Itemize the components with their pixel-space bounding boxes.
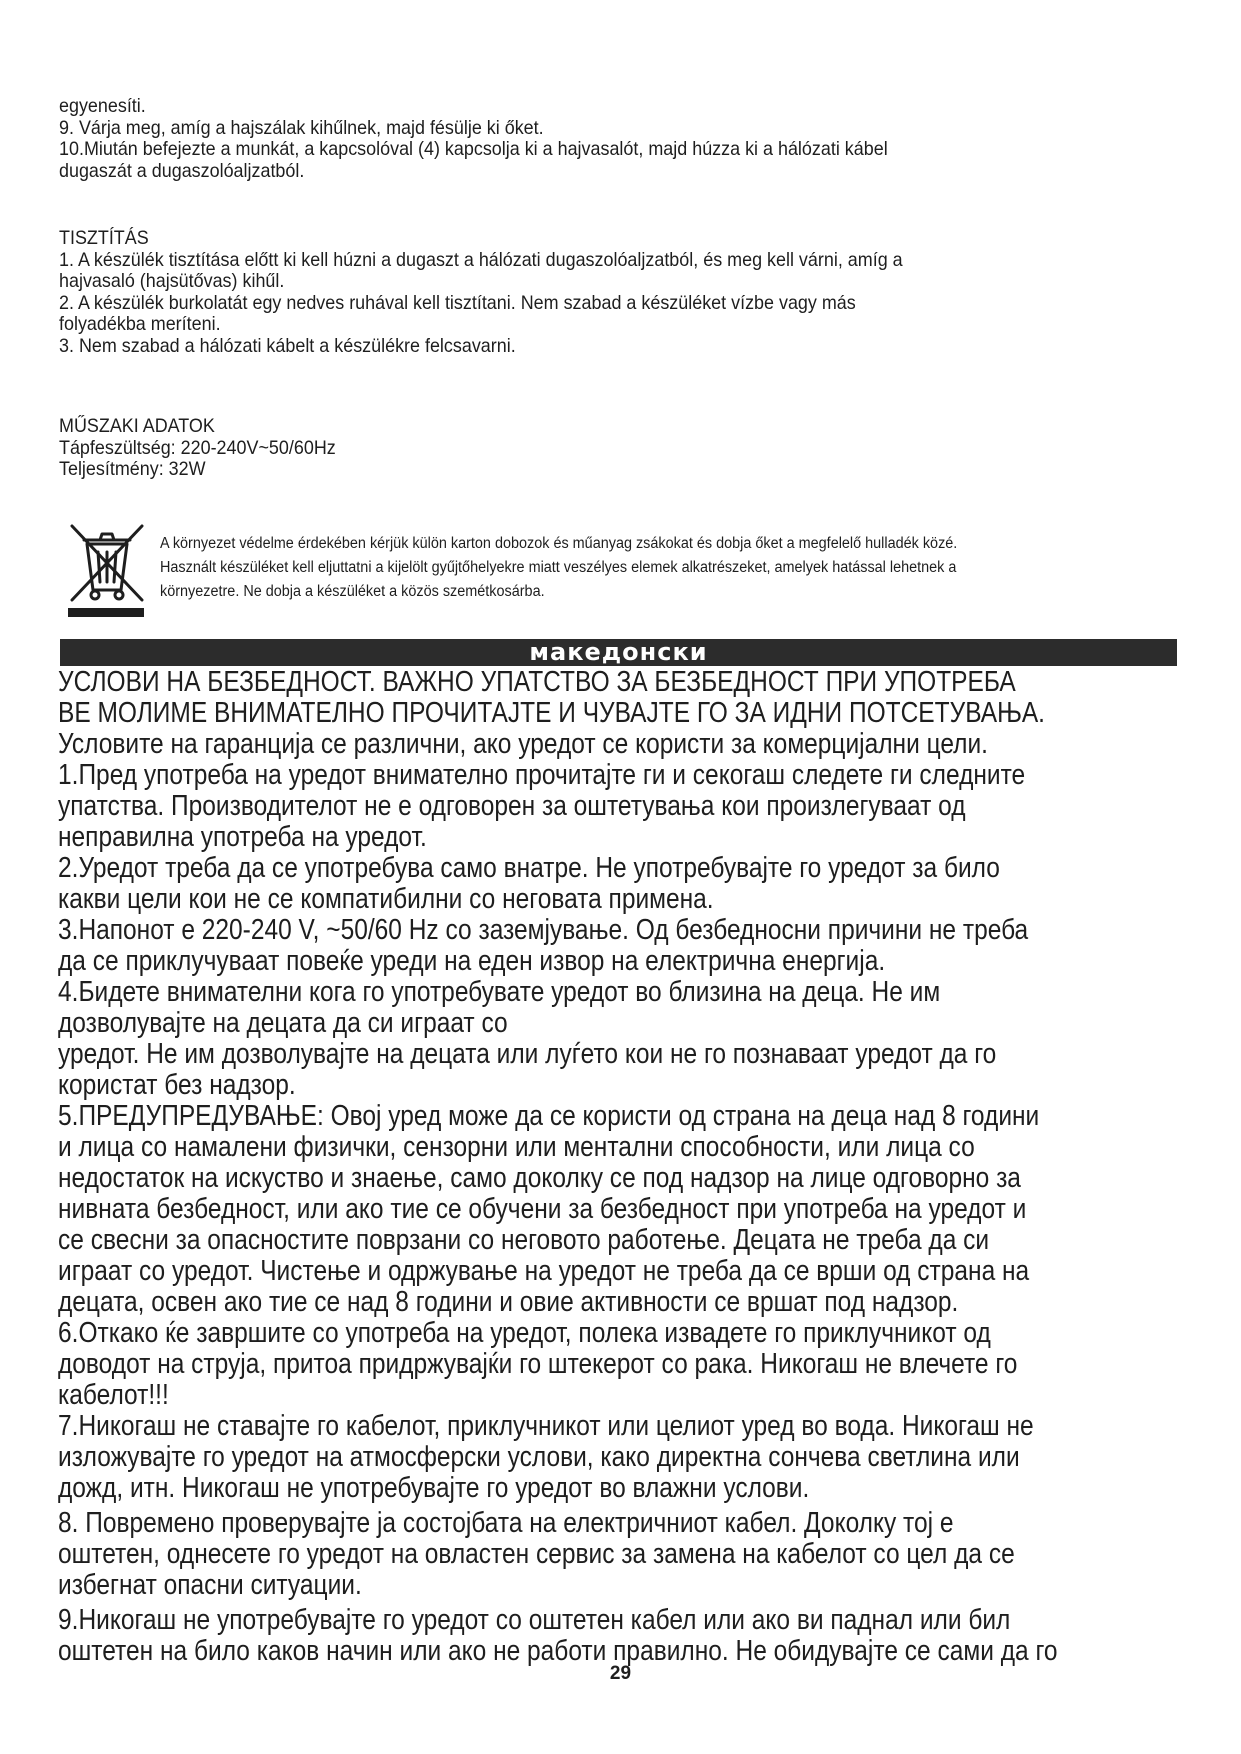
safety-text-line: изложувајте го уредот на атмосферски услови, како директна сончева светлина или (58, 1441, 1020, 1473)
safety-item-start: 5.ПРЕДУПРЕДУВАЊЕ: Овој уред може да се користи од страна на деца над 8 години (58, 1100, 1040, 1132)
text-line: 3. Nem szabad a hálózati kábelt a készülékre felcsavarni. (59, 334, 516, 357)
safety-heading-line: УСЛОВИ НА БЕЗБЕДНОСТ. ВАЖНО УПАТСТВО ЗА БЕЗБЕДНОСТ ПРИ УПОТРЕБА (58, 666, 1016, 698)
safety-item-start: 8. Повремено проверувајте ја состојбата на електричниот кабел. Доколку тој е (58, 1507, 954, 1539)
text-line: 1. A készülék tisztítása előtt ki kell húzni a dugaszt a hálózati dugaszolóaljzatból, és meg kell várni, amíg a (59, 248, 903, 271)
safety-item-start: 2.Уредот треба да се употребува само внатре. Не употребувајте го уредот за било (58, 852, 1000, 884)
safety-text-line: користат без надзор. (58, 1069, 296, 1101)
language-section-bar: македонски (60, 639, 1177, 666)
safety-text-line: избегнат опасни ситуации. (58, 1569, 362, 1601)
safety-text-line: се свесни за опасностите поврзани со неговото работење. Децата не треба да си (58, 1224, 990, 1256)
text-line: folyadékba meríteni. (59, 313, 221, 335)
safety-text-line: упатства. Производителот не е одговорен за оштетувања кои произлегуваат од (58, 790, 966, 822)
macedonian-safety-section (58, 667, 1116, 1667)
section-heading: TISZTÍTÁS (59, 227, 149, 249)
text-line: A környezet védelme érdekében kérjük külön karton dobozok és műanyag zsákokat és dobja őket a megfelelő hulladék közé. (160, 535, 958, 552)
safety-text-line: кабелот!!! (58, 1379, 169, 1411)
safety-text-line: нивната безбедност, или ако тие се обучени за безбедност при употреба на уредот и (58, 1193, 1027, 1225)
safety-text-line: играат со уредот. Чистење и одржување на уредот не треба да се врши од страна на (58, 1255, 1030, 1287)
safety-text-line: доводот на струја, притоа придржувајќи го штекерот со рака. Никогаш не влечете го (58, 1348, 1018, 1380)
text-line: 2. A készülék burkolatát egy nedves ruhával kell tisztítani. Nem szabad a készüléket vízbe vagy más (59, 291, 856, 314)
safety-text-line: дожд, итн. Никогаш не употребувајте го уредот во влажни услови. (58, 1472, 810, 1504)
safety-item-start: 7.Никогаш не ставајте го кабелот, приклучникот или целиот уред во вода. Никогаш не (58, 1410, 1034, 1442)
text-line: hajvasaló (hajsütővas) kihűl. (59, 270, 285, 292)
hungarian-instructions-continued (59, 96, 1089, 182)
safety-item-start: 3.Напонот е 220-240 V, ~50/60 Hz со заземјување. Од безбедносни причини не треба (58, 914, 1029, 946)
safety-item-start: 9.Никогаш не употребувајте го уредот со оштетен кабел или ако ви паднал или бил (58, 1604, 1011, 1636)
safety-text-line: уредот. Не им дозволувајте на децата или луѓето кои не го познаваат уредот да го (58, 1038, 997, 1070)
voltage-spec: Tápfeszültség: 220-240V~50/60Hz (59, 436, 336, 459)
safety-text-line: Условите на гаранција се различни, ако уредот се користи за комерцијални цели. (58, 728, 988, 760)
safety-text-line: неправилна употреба на уредот. (58, 821, 427, 853)
safety-text-line: недостаток на искуство и знаење, само доколку се под надзор на лице одговорно за (58, 1162, 1021, 1194)
section-heading: MŰSZAKI ADATOK (59, 415, 215, 437)
safety-heading-line: ВЕ МОЛИМЕ ВНИМАТЕЛНО ПРОЧИТАЈТЕ И ЧУВАЈТЕ ГО ЗА ИДНИ ПОТСЕТУВАЊА. (58, 697, 1045, 729)
text-line: környezetre. Ne dobja a készüléket a közös szemétkosárba. (160, 583, 545, 600)
crossed-out-wheelie-bin-icon (64, 520, 148, 620)
safety-text-line: какви цели кои не се компатибилни со неговата примена. (58, 883, 714, 915)
hungarian-cleaning-section (59, 228, 1089, 357)
safety-item-start: 6.Откако ќе завршите со употреба на уредот, полека извадете го приклучникот од (58, 1317, 991, 1349)
page-number: 29 (609, 1663, 632, 1684)
hungarian-technical-data (59, 416, 1089, 481)
environment-disposal-note (160, 532, 1109, 604)
text-line: egyenesíti. (59, 95, 146, 117)
text-line: 9. Várja meg, amíg a hajszálak kihűlnek, majd fésülje ki őket. (59, 116, 544, 139)
safety-item-start: 1.Пред употреба на уредот внимателно прочитајте ги и секогаш следете ги следните (58, 759, 1026, 791)
safety-text-line: оштетен, однесете го уредот на овластен сервис за замена на кабелот со цел да се (58, 1538, 1015, 1570)
text-line: 10.Miután befejezte a munkát, a kapcsolóval (4) kapcsolja ki a hajvasalót, majd húzza ki a hálózati kábel (59, 138, 888, 160)
safety-text-line: оштетен на било каков начин или ако не работи правилно. Не обидувајте се сами да го (58, 1635, 1058, 1667)
text-line: Használt készüléket kell eljuttatni a kijelölt gyűjtőhelyekre miatt veszélyes elemek alkatrészeket, amelyek hatással lehetnek a (160, 559, 957, 576)
power-spec: Teljesítmény: 32W (59, 458, 206, 480)
text-line: dugaszát a dugaszolóaljzatból. (59, 159, 305, 182)
safety-text-line: да се приклучуваат повеќе уреди на еден извор на електрична енергија. (58, 945, 886, 977)
safety-text-line: децата, освен ако тие се над 8 години и овие активности се вршат под надзор. (58, 1286, 959, 1318)
safety-text-line: и лица со намалени физички, сензорни или ментални способности, или лица со (58, 1131, 975, 1163)
safety-text-line: дозволувајте на децата да си играат со (58, 1007, 508, 1039)
safety-item-start: 4.Бидете внимателни кога го употребувате уредот во близина на деца. Не им (58, 976, 941, 1008)
